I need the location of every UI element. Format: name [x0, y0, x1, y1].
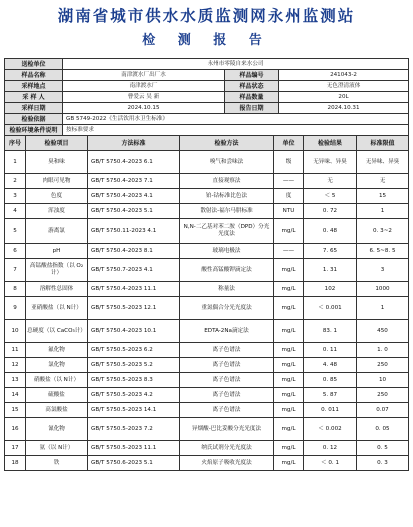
cell-item: 高氯酸盐 [26, 403, 88, 418]
cell-result: ＜ 0.001 [304, 297, 357, 320]
table-row [5, 456, 409, 471]
cell-method: 重氮偶合分光光度法 [180, 297, 274, 320]
table-row [5, 204, 409, 219]
cell-method: 直接观察法 [180, 174, 274, 189]
col-standard: 方法标准 [88, 136, 180, 151]
cell-standard: GB/T 5750.5-2023 4.2 [88, 388, 180, 403]
cell-no: 4 [5, 204, 26, 219]
cell-limit: 250 [357, 388, 409, 403]
cell-limit: 1000 [357, 282, 409, 297]
cell-method: 铂-钴标准比色法 [180, 189, 274, 204]
cell-no: 1 [5, 151, 26, 174]
cell-result: ＜ 0. 1 [304, 456, 357, 471]
basis-value: GB 5749-2022《生活饮用水卫生标准》 [63, 114, 409, 125]
cell-result: 102 [304, 282, 357, 297]
cell-unit: mg/L [274, 388, 304, 403]
sample-info-table [4, 58, 409, 136]
cell-standard: GB/T 5750.4-2023 6.1 [88, 151, 180, 174]
cell-standard: GB/T 5750.4-2023 5.1 [88, 204, 180, 219]
cell-standard: GB/T 5750.4-2023 7.1 [88, 174, 180, 189]
cell-item: 游离氯 [26, 219, 88, 244]
cell-standard: GB/T 5750.4-2023 4.1 [88, 189, 180, 204]
cell-no: 15 [5, 403, 26, 418]
cell-method: 异烟酸-巴比妥酸分光光度法 [180, 418, 274, 441]
cell-unit: 度 [274, 189, 304, 204]
unit-label: 送检单位 [5, 59, 63, 70]
cell-item: 亚硝酸盐（以 N计） [26, 297, 88, 320]
sample-name-label: 样品名称 [5, 70, 63, 81]
cell-unit: mg/L [274, 219, 304, 244]
cell-no: 6 [5, 244, 26, 259]
sample-name-value: 南津渡水厂出厂水 [63, 70, 225, 81]
cell-item: 氟化物 [26, 343, 88, 358]
cell-standard: GB/T 5750.5-2023 12.1 [88, 297, 180, 320]
table-row [5, 373, 409, 388]
table-row [5, 297, 409, 320]
cell-no: 8 [5, 282, 26, 297]
cell-limit: 250 [357, 358, 409, 373]
cell-no: 17 [5, 441, 26, 456]
cell-unit: mg/L [274, 343, 304, 358]
cell-method: 离子色谱法 [180, 403, 274, 418]
cell-unit: mg/L [274, 259, 304, 282]
sample-site-label: 采样地点 [5, 81, 63, 92]
table-row [5, 358, 409, 373]
env-value: 按标准要求 [63, 125, 409, 136]
table-row [5, 441, 409, 456]
table-row [5, 259, 409, 282]
table-row [5, 244, 409, 259]
sample-state-label: 样品状态 [225, 81, 279, 92]
cell-result: 5. 87 [304, 388, 357, 403]
cell-standard: GB/T 5750.5-2023 6.2 [88, 343, 180, 358]
cell-method: 离子色谱法 [180, 373, 274, 388]
col-limit: 标准限值 [357, 136, 409, 151]
cell-item: 高锰酸盐指数（以 O₂计） [26, 259, 88, 282]
cell-method: 离子色谱法 [180, 343, 274, 358]
cell-standard: GB/T 5750.7-2023 4.1 [88, 259, 180, 282]
cell-limit: 1 [357, 204, 409, 219]
cell-result: ＜ 0.002 [304, 418, 357, 441]
cell-no: 11 [5, 343, 26, 358]
table-row [5, 219, 409, 244]
cell-item: 硝酸盐（以 N计） [26, 373, 88, 388]
table-row [5, 282, 409, 297]
col-no: 序号 [5, 136, 26, 151]
cell-limit: 15 [357, 189, 409, 204]
table-row [5, 151, 409, 174]
table-row [5, 403, 409, 418]
cell-no: 10 [5, 320, 26, 343]
cell-result: 0. 72 [304, 204, 357, 219]
cell-result: 1. 31 [304, 259, 357, 282]
table-row [5, 174, 409, 189]
cell-standard: GB/T 5750.4-2023 11.1 [88, 282, 180, 297]
cell-item: 氯化物 [26, 358, 88, 373]
cell-no: 14 [5, 388, 26, 403]
cell-result: 无异味、异臭 [304, 151, 357, 174]
cell-method: 散射法-福尔马肼标准 [180, 204, 274, 219]
table-row [5, 388, 409, 403]
cell-item: 氨（以 N计） [26, 441, 88, 456]
cell-item: 硫酸盐 [26, 388, 88, 403]
table-row [5, 343, 409, 358]
cell-result: 无 [304, 174, 357, 189]
cell-standard: GB/T 5750.5-2023 8.3 [88, 373, 180, 388]
col-result: 检验结果 [304, 136, 357, 151]
table-row [5, 320, 409, 343]
cell-item: 溶解性总固体 [26, 282, 88, 297]
cell-method: 酸性高锰酸钾滴定法 [180, 259, 274, 282]
cell-no: 18 [5, 456, 26, 471]
cell-item: 肉眼可见物 [26, 174, 88, 189]
table-row [5, 418, 409, 441]
cell-limit: 0. 3~2 [357, 219, 409, 244]
cell-limit: 450 [357, 320, 409, 343]
col-method: 检验方法 [180, 136, 274, 151]
cell-item: 色度 [26, 189, 88, 204]
cell-item: 氰化物 [26, 418, 88, 441]
results-body [5, 151, 409, 471]
cell-item: pH [26, 244, 88, 259]
cell-no: 12 [5, 358, 26, 373]
cell-result: ＜ 5 [304, 189, 357, 204]
cell-unit: mg/L [274, 358, 304, 373]
cell-unit: —— [274, 174, 304, 189]
cell-result: 0. 12 [304, 441, 357, 456]
basis-label: 检验依据 [5, 114, 63, 125]
cell-limit: 无 [357, 174, 409, 189]
cell-limit: 1. 0 [357, 343, 409, 358]
cell-limit: 6. 5~8. 5 [357, 244, 409, 259]
cell-unit: NTU [274, 204, 304, 219]
sample-date-label: 采样日期 [5, 103, 63, 114]
cell-unit: mg/L [274, 282, 304, 297]
cell-standard: GB/T 5750.5-2023 5.2 [88, 358, 180, 373]
report-subtitle: 检 测 报 告 [142, 33, 271, 48]
cell-unit: —— [274, 244, 304, 259]
cell-unit: mg/L [274, 320, 304, 343]
cell-method: N,N-二乙基对苯二胺（DPD）分光光度法 [180, 219, 274, 244]
sample-qty-value: 20L [279, 92, 409, 103]
cell-result: 83. 1 [304, 320, 357, 343]
cell-result: 0. 85 [304, 373, 357, 388]
sampler-label: 采 样 人 [5, 92, 63, 103]
unit-value: 永州市零陵自来水公司 [63, 59, 409, 70]
cell-no: 5 [5, 219, 26, 244]
sample-site-value: 南津渡水厂 [63, 81, 225, 92]
sample-qty-label: 样品数量 [225, 92, 279, 103]
col-item: 检验项目 [26, 136, 88, 151]
cell-method: 离子色谱法 [180, 358, 274, 373]
report-title: 湖南省城市供水水质监测网永州监测站 [57, 7, 356, 25]
cell-limit: 1 [357, 297, 409, 320]
cell-method: 称量法 [180, 282, 274, 297]
cell-item: 铁 [26, 456, 88, 471]
cell-standard: GB/T 5750.11-2023 4.1 [88, 219, 180, 244]
cell-unit: mg/L [274, 456, 304, 471]
cell-standard: GB/T 5750.6-2023 5.1 [88, 456, 180, 471]
table-row [5, 189, 409, 204]
sample-date-value: 2024.10.15 [63, 103, 225, 114]
sample-state-value: 无色澄清液体 [279, 81, 409, 92]
cell-standard: GB/T 5750.5-2023 11.1 [88, 441, 180, 456]
cell-limit: 0. 5 [357, 441, 409, 456]
env-label: 检验环境条件说明 [5, 125, 63, 136]
sampler-value: 曹爱云 吴 新 [63, 92, 225, 103]
cell-limit: 0.07 [357, 403, 409, 418]
cell-no: 9 [5, 297, 26, 320]
cell-no: 3 [5, 189, 26, 204]
cell-result: 7. 65 [304, 244, 357, 259]
cell-standard: GB/T 5750.5-2023 14.1 [88, 403, 180, 418]
cell-item: 总硬度（以 CaCO₃计） [26, 320, 88, 343]
col-unit: 单位 [274, 136, 304, 151]
cell-method: 离子色谱法 [180, 388, 274, 403]
cell-unit: mg/L [274, 403, 304, 418]
cell-unit: 级 [274, 151, 304, 174]
cell-limit: 无异味、异臭 [357, 151, 409, 174]
cell-unit: mg/L [274, 441, 304, 456]
cell-result: 4. 48 [304, 358, 357, 373]
cell-unit: mg/L [274, 297, 304, 320]
cell-limit: 10 [357, 373, 409, 388]
cell-no: 13 [5, 373, 26, 388]
cell-unit: mg/L [274, 373, 304, 388]
report-date-value: 2024.10.31 [279, 103, 409, 114]
cell-item: 臭和味 [26, 151, 88, 174]
cell-result: 0. 011 [304, 403, 357, 418]
cell-no: 2 [5, 174, 26, 189]
cell-unit: mg/L [274, 418, 304, 441]
cell-limit: 3 [357, 259, 409, 282]
cell-result: 0. 11 [304, 343, 357, 358]
cell-limit: 0. 3 [357, 456, 409, 471]
cell-standard: GB/T 5750.5-2023 7.2 [88, 418, 180, 441]
results-header-row [5, 136, 409, 151]
cell-standard: GB/T 5750.4-2023 8.1 [88, 244, 180, 259]
cell-method: 火焰原子吸收光度法 [180, 456, 274, 471]
cell-result: 0. 48 [304, 219, 357, 244]
cell-limit: 0. 05 [357, 418, 409, 441]
report-date-label: 报告日期 [225, 103, 279, 114]
cell-method: 纳氏试剂分光光度法 [180, 441, 274, 456]
cell-no: 16 [5, 418, 26, 441]
sample-no-label: 样品编号 [225, 70, 279, 81]
cell-method: EDTA-2Na滴定法 [180, 320, 274, 343]
cell-method: 嗅气和尝味法 [180, 151, 274, 174]
results-table [4, 135, 409, 471]
cell-no: 7 [5, 259, 26, 282]
sample-no-value: 241043-2 [279, 70, 409, 81]
cell-standard: GB/T 5750.4-2023 10.1 [88, 320, 180, 343]
cell-method: 玻璃电极法 [180, 244, 274, 259]
cell-item: 浑浊度 [26, 204, 88, 219]
